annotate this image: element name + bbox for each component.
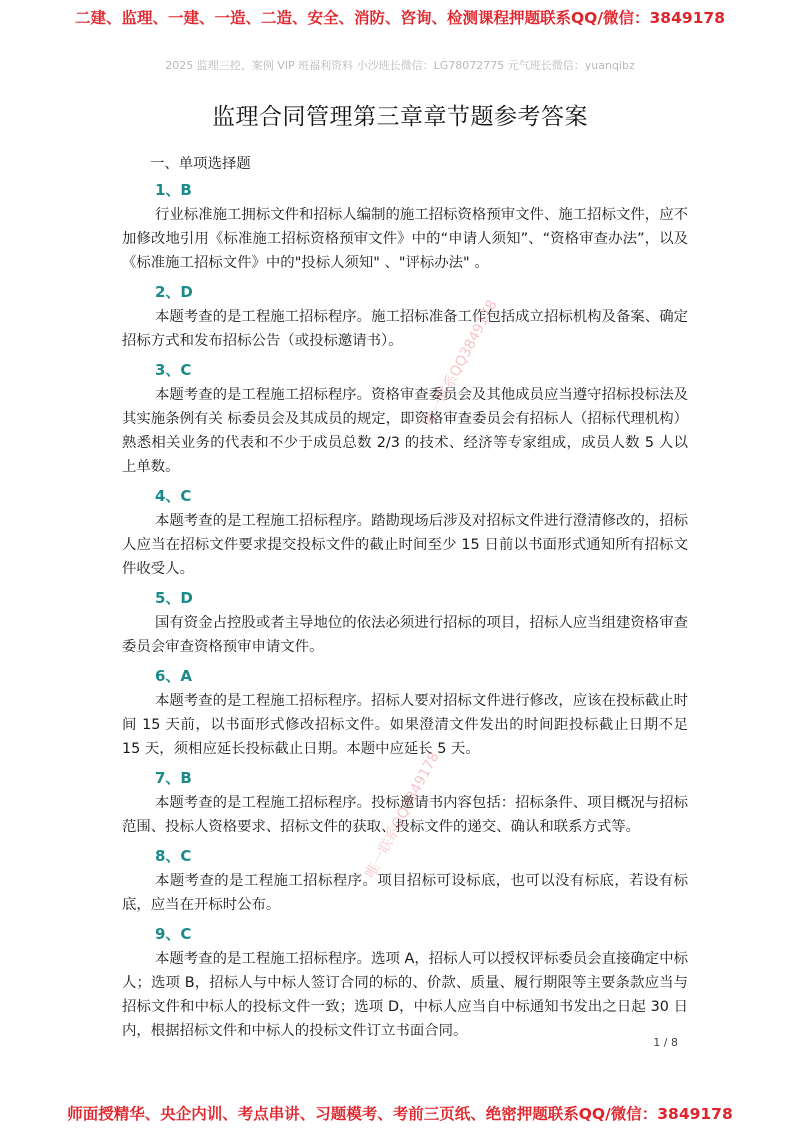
answer-3-head: 3、C — [155, 361, 192, 379]
answer-1-body: 行业标准施工拥标文件和招标人编制的施工招标资格预审文件、施工招标文件，应不加修改地引用《标准施工招标资格预审文件》中的“申请人须知”、“资格审查办法”，以及《标准施工招标文件》中的"投标人须知" 、"评标办法" 。 — [122, 207, 688, 271]
answer-5-head: 5、D — [155, 589, 193, 607]
answer-8-head: 8、C — [155, 847, 192, 865]
answer-7-head: 7、B — [155, 769, 192, 787]
answer-2-body: 本题考查的是工程施工招标程序。施工招标准备工作包括成立招标机构及备案、确定招标方式和发布招标公告（或投标邀请书）。 — [122, 309, 688, 349]
answer-3-body: 本题考查的是工程施工招标程序。资格审查委员会及其他成员应当遵守招标投标法及其实施条例有关 标委员会及其成员的规定，即资格审查委员会有招标人（招标代理机构）熟悉相关业务的代表和不少于成员总数 2/3 的技术、经济等专家组成，成员人数 5 人以上单数。 — [122, 387, 688, 475]
answer-1-head: 1、B — [155, 181, 192, 199]
answer-6-body: 本题考查的是工程施工招标程序。招标人要对招标文件进行修改，应该在投标截止时间 15 天前，以书面形式修改招标文件。如果澄清文件发出的时间距投标截止日期不足 15 天，须相应延长投标截止日期。本题中应延长 5 天。 — [122, 693, 688, 757]
answer-4-head: 4、C — [155, 487, 192, 505]
watermark-lower: 唯一联系QQ3849178 — [362, 749, 443, 881]
watermark-upper: 唯一联系QQ3849178 — [420, 297, 501, 429]
answer-7-body: 本题考查的是工程施工招标程序。投标邀请书内容包括：招标条件、项目概况与招标范围、投标人资格要求、招标文件的获取、投标文件的递交、确认和联系方式等。 — [122, 795, 688, 835]
answer-6-head: 6、A — [155, 667, 193, 685]
top-banner: 二建、监理、一建、一造、二造、安全、消防、咨询、检测课程押题联系QQ/微信：3849178 — [74, 9, 725, 27]
answer-2-head: 2、D — [155, 283, 193, 301]
answer-9-body: 本题考查的是工程施工招标程序。选项 A，招标人可以授权评标委员会直接确定中标人；选项 B，招标人与中标人签订合同的标的、价款、质量、履行期限等主要条款应当与招标文件和中标人的投标文件一致；选项 D，中标人应当自中标通知书发出之日起 30 日内，根据招标文件和中标人的投标文件订立书面合同。 — [122, 951, 688, 1039]
page-number: 1 / 8 — [653, 1036, 678, 1049]
section-title: 一、单项选择题 — [150, 156, 251, 172]
bottom-banner: 师面授精华、央企内训、考点串讲、习题模考、考前三页纸、绝密押题联系QQ/微信：3849178 — [67, 1105, 733, 1123]
answer-content — [122, 152, 688, 1049]
document-subheader: 2025 监理三控、案例 VIP 班福利资料 小沙班长微信：LG78072775 元气班长微信：yuanqibz — [165, 59, 635, 72]
page-title: 监理合同管理第三章章节题参考答案 — [212, 104, 588, 130]
answer-9-head: 9、C — [155, 925, 192, 943]
answer-4-body: 本题考查的是工程施工招标程序。踏勘现场后涉及对招标文件进行澄清修改的，招标人应当在招标文件要求提交投标文件的截止时间至少 15 日前以书面形式通知所有招标文件收受人。 — [122, 513, 688, 577]
answer-5-body: 国有资金占控股或者主导地位的依法必须进行招标的项目，招标人应当组建资格审查委员会审查资格预审申请文件。 — [122, 615, 688, 655]
answer-8-body: 本题考查的是工程施工招标程序。项目招标可设标底，也可以没有标底，若设有标底，应当在开标时公布。 — [122, 873, 688, 913]
